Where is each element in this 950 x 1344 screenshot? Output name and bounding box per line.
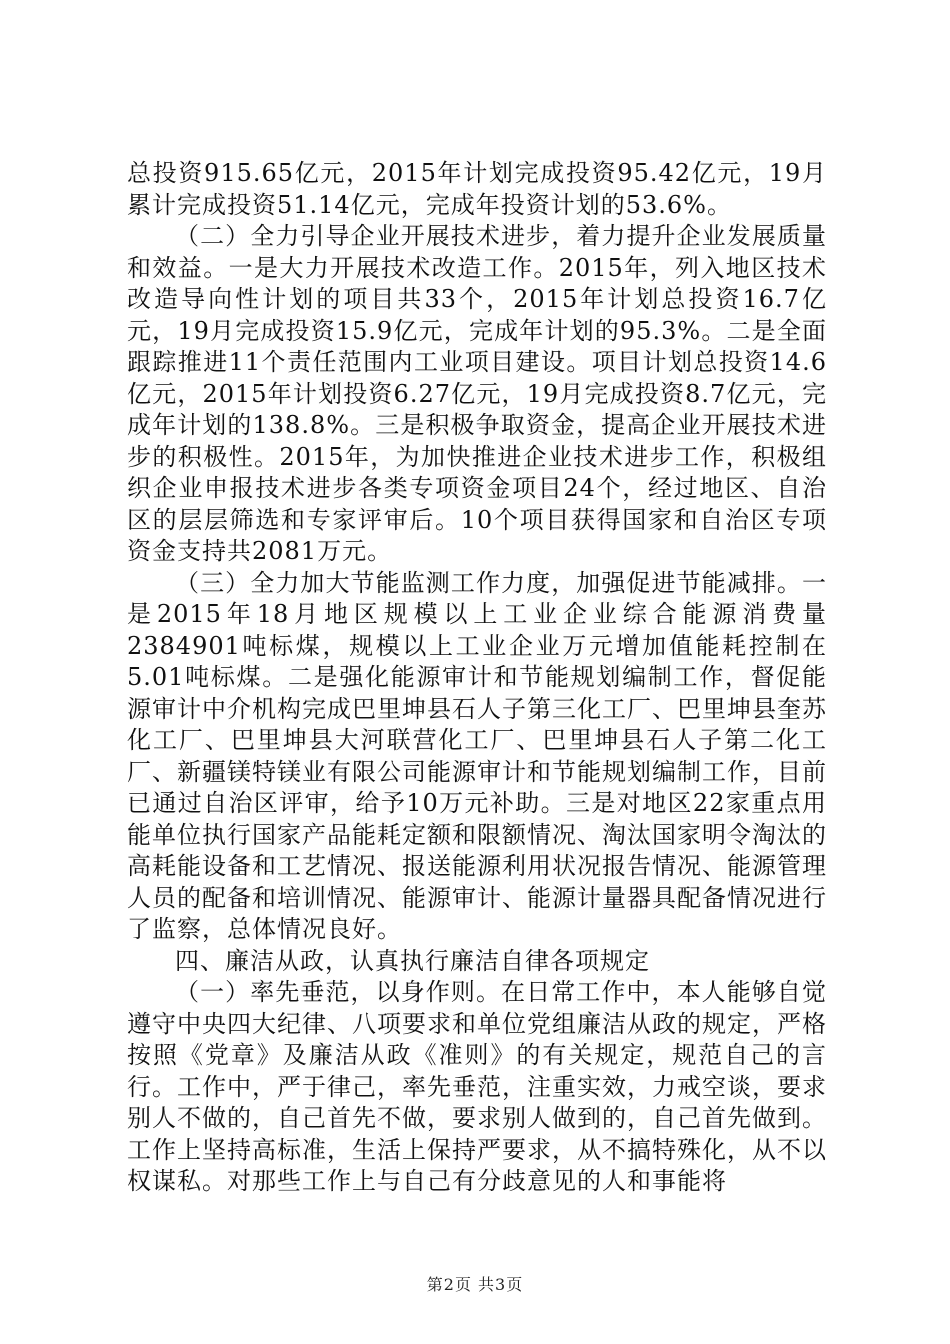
paragraph-2: （二）全力引导企业开展技术进步，着力提升企业发展质量和效益。一是大力开展技术改造工作。2015年，列入地区技术改造导向性计划的项目共33个，2015年计划总投资16.7亿元，19月完成投资15.9亿元，完成年计划的95.3%。二是全面跟踪推进11个责任范围内工业项目建设。项目计划总投资14.6亿元，2015年计划投资6.27亿元，19月完成投资8.7亿元，完成年计划的138.8%。三是积极争取资金，提高企业开展技术进步的积极性。2015年，为加快推进企业技术进步工作，积极组织企业申报技术进步各类专项资金项目24个，经过地区、自治区的层层筛选和专家评审后。10个项目获得国家和自治区专项资金支持共2081万元。 xyxy=(127,222,827,565)
document-body xyxy=(127,158,827,1198)
page-number-footer: 第2页 共3页 xyxy=(426,1275,524,1294)
paragraph-3: （三）全力加大节能监测工作力度，加强促进节能减排。一是2015年18月地区规模以上工业企业综合能源消费量2384901吨标煤，规模以上工业企业万元增加值能耗控制在5.01吨标煤。二是强化能源审计和节能规划编制工作，督促能源审计中介机构完成巴里坤县石人子第三化工厂、巴里坤县奎苏化工厂、巴里坤县大河联营化工厂、巴里坤县石人子第二化工厂、新疆镁特镁业有限公司能源审计和节能规划编制工作，目前已通过自治区评审，给予10万元补助。三是对地区22家重点用能单位执行国家产品能耗定额和限额情况、淘汰国家明令淘汰的高耗能设备和工艺情况、报送能源利用状况报告情况、能源管理人员的配备和培训情况、能源审计、能源计量器具配备情况进行了监察，总体情况良好。 xyxy=(127,568,827,943)
paragraph-5: （一）率先垂范，以身作则。在日常工作中，本人能够自觉遵守中央四大纪律、八项要求和单位党组廉洁从政的规定，严格按照《党章》及廉洁从政《准则》的有关规定，规范自己的言行。工作中，严于律己，率先垂范，注重实效，力戒空谈，要求别人不做的，自己首先不做，要求别人做到的，自己首先做到。工作上坚持高标准，生活上保持严要求，从不搞特殊化，从不以权谋私。对那些工作上与自己有分歧意见的人和事能将 xyxy=(127,978,827,1195)
paragraph-1: 总投资915.65亿元，2015年计划完成投资95.42亿元，19月累计完成投资51.14亿元，完成年投资计划的53.6%。 xyxy=(127,159,827,219)
section-heading: 四、廉洁从政，认真执行廉洁自律各项规定 xyxy=(175,946,650,975)
